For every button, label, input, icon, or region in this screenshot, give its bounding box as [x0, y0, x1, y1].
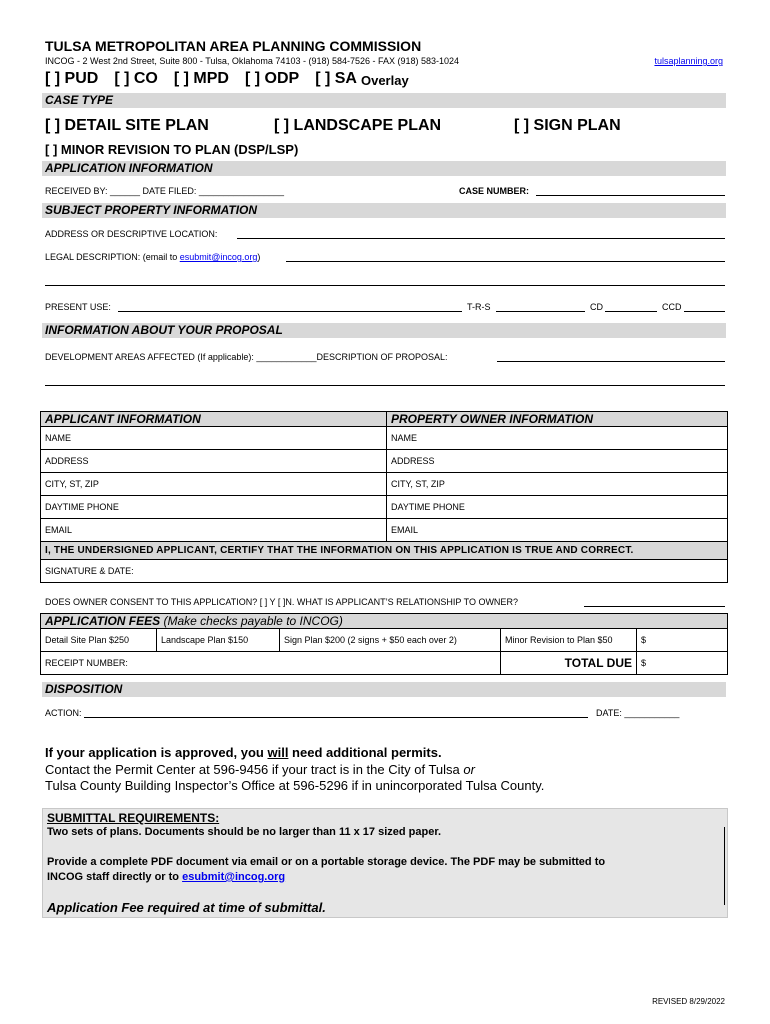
signature-date-field[interactable]: SIGNATURE & DATE: — [41, 560, 728, 583]
case-type-bar — [42, 93, 726, 108]
cd-field[interactable] — [605, 311, 657, 312]
owner-phone[interactable]: DAYTIME PHONE — [387, 496, 728, 519]
legal-description-text: LEGAL DESCRIPTION: (email to — [45, 252, 178, 262]
trs-field[interactable] — [496, 311, 585, 312]
legal-description-field[interactable] — [286, 261, 725, 262]
applicant-phone[interactable]: DAYTIME PHONE — [41, 496, 387, 519]
disposition-date[interactable]: DATE: ___________ — [596, 708, 680, 718]
proposal-title: INFORMATION ABOUT YOUR PROPOSAL — [45, 323, 283, 337]
case-type-pud[interactable]: [ ] PUD — [45, 70, 99, 87]
table-row — [41, 450, 728, 473]
revised-date: REVISED 8/29/2022 — [652, 997, 725, 1006]
case-type-title: CASE TYPE — [45, 93, 114, 107]
website-link[interactable]: tulsaplanning.org — [654, 56, 723, 66]
table-row — [41, 519, 728, 542]
applicant-address[interactable]: ADDRESS — [41, 450, 387, 473]
subject-title: SUBJECT PROPERTY INFORMATION — [45, 203, 258, 217]
permits-line-2: Tulsa County Building Inspector’s Office at 596-5296 if in unincorporated Tulsa County. — [45, 778, 545, 793]
owner-email[interactable]: EMAIL — [387, 519, 728, 542]
disposition-title: DISPOSITION — [45, 682, 123, 696]
disposition-bar — [42, 682, 726, 697]
permits-line-1 — [45, 762, 475, 777]
ccd-field[interactable] — [684, 311, 725, 312]
applicant-name[interactable]: NAME — [41, 427, 387, 450]
org-address: INCOG - 2 West 2nd Street, Suite 800 - Tulsa, Oklahoma 74103 - (918) 584-7526 - FAX (918) 583-1024 — [45, 56, 460, 66]
receipt-number-field[interactable]: RECEIPT NUMBER: — [41, 652, 501, 675]
permits-heading-pre: If your application is approved, you — [45, 745, 268, 760]
app-info-title: APPLICATION INFORMATION — [45, 161, 213, 175]
total-due-field[interactable]: $ — [637, 652, 728, 675]
present-use-label: PRESENT USE: — [45, 302, 111, 312]
permits-or: or — [463, 762, 475, 777]
proposal-description-field-2[interactable] — [45, 385, 725, 386]
fee-detail-site: Detail Site Plan $250 — [41, 629, 157, 652]
submittal-requirements-box — [42, 808, 728, 918]
owner-name[interactable]: NAME — [387, 427, 728, 450]
owner-address[interactable]: ADDRESS — [387, 450, 728, 473]
plan-landscape[interactable]: [ ] LANDSCAPE PLAN — [274, 117, 442, 134]
permits-heading — [45, 745, 442, 760]
dev-areas-label: DEVELOPMENT AREAS AFFECTED (If applicable): ____________DESCRIPTION OF PROPOSAL: — [45, 352, 448, 362]
case-type-sa[interactable]: [ ] SA — [315, 70, 357, 87]
fee-landscape: Landscape Plan $150 — [157, 629, 280, 652]
proposal-description-field[interactable] — [497, 361, 725, 362]
permits-heading-post: need additional permits. — [288, 745, 442, 760]
fee-amount-field[interactable]: $ — [637, 629, 728, 652]
contact-table — [40, 411, 728, 583]
applicant-email[interactable]: EMAIL — [41, 519, 387, 542]
case-type-odp[interactable]: [ ] ODP — [244, 70, 300, 87]
applicant-city[interactable]: CITY, ST, ZIP — [41, 473, 387, 496]
action-label: ACTION: — [45, 708, 82, 718]
submittal-fee-note: Application Fee required at time of submittal. — [47, 900, 326, 915]
certification-statement: I, THE UNDERSIGNED APPLICANT, CERTIFY THAT THE INFORMATION ON THIS APPLICATION IS TRUE AND CORRECT. — [41, 542, 728, 560]
fees-header — [41, 614, 728, 629]
address-location-field[interactable] — [237, 238, 725, 239]
case-number-label: CASE NUMBER: — [459, 186, 530, 196]
applicant-header: APPLICANT INFORMATION — [41, 412, 387, 427]
plan-sign[interactable]: [ ] SIGN PLAN — [514, 117, 621, 134]
fee-sign: Sign Plan $200 (2 signs + $50 each over 2) — [280, 629, 501, 652]
trs-label: T-R-S — [467, 302, 491, 312]
total-due-label: TOTAL DUE — [501, 652, 637, 675]
box-divider — [724, 827, 725, 905]
org-title: TULSA METROPOLITAN AREA PLANNING COMMISSION — [45, 38, 422, 54]
fees-subtitle: (Make checks payable to INCOG) — [163, 614, 343, 628]
submittal-line-3 — [47, 871, 285, 883]
owner-header: PROPERTY OWNER INFORMATION — [387, 412, 728, 427]
submittal-line-3-text: INCOG staff directly or to — [47, 871, 183, 883]
legal-description-field-2[interactable] — [45, 285, 725, 286]
fees-title: APPLICATION FEES — [45, 614, 161, 628]
legal-description-label — [45, 252, 260, 262]
table-row — [41, 473, 728, 496]
fees-table — [40, 613, 728, 675]
table-row — [41, 652, 728, 675]
case-type-options — [45, 70, 425, 88]
legal-email-link[interactable]: esubmit@incog.org — [179, 252, 258, 262]
cd-label: CD — [590, 302, 603, 312]
table-row — [41, 629, 728, 652]
owner-consent-label: DOES OWNER CONSENT TO THIS APPLICATION? [ ] Y [ ]N. WHAT IS APPLICANT’S RELATIONSHIP TO OWNER? — [45, 597, 518, 607]
owner-city[interactable]: CITY, ST, ZIP — [387, 473, 728, 496]
case-number-field[interactable] — [536, 195, 725, 196]
submittal-line-2: Provide a complete PDF document via email or on a portable storage device. The PDF may be submitted to — [47, 856, 606, 868]
present-use-field[interactable] — [118, 311, 462, 312]
owner-relationship-field[interactable] — [584, 606, 725, 607]
fee-minor-revision: Minor Revision to Plan $50 — [501, 629, 637, 652]
action-field[interactable] — [84, 717, 588, 718]
table-row — [41, 427, 728, 450]
submittal-line-1: Two sets of plans. Documents should be no larger than 11 x 17 sized paper. — [47, 826, 442, 838]
case-type-mpd[interactable]: [ ] MPD — [173, 70, 229, 87]
permits-line-1-text: Contact the Permit Center at 596-9456 if your tract is in the City of Tulsa — [45, 762, 464, 777]
case-type-co[interactable]: [ ] CO — [114, 70, 158, 87]
legal-close: ) — [257, 252, 261, 262]
submittal-email-link[interactable]: esubmit@incog.org — [182, 871, 286, 883]
plan-detail-site[interactable]: [ ] DETAIL SITE PLAN — [45, 117, 209, 134]
submittal-title: SUBMITTAL REQUIREMENTS: — [47, 811, 220, 825]
case-type-overlay: Overlay — [360, 73, 409, 88]
permits-heading-will: will — [267, 745, 289, 760]
received-by-label: RECEIVED BY: ______ DATE FILED: _________________ — [45, 186, 284, 196]
ccd-label: CCD — [662, 302, 682, 312]
address-location-label: ADDRESS OR DESCRIPTIVE LOCATION: — [45, 229, 218, 239]
plan-minor-revision[interactable]: [ ] MINOR REVISION TO PLAN (DSP/LSP) — [45, 142, 299, 157]
table-row — [41, 496, 728, 519]
